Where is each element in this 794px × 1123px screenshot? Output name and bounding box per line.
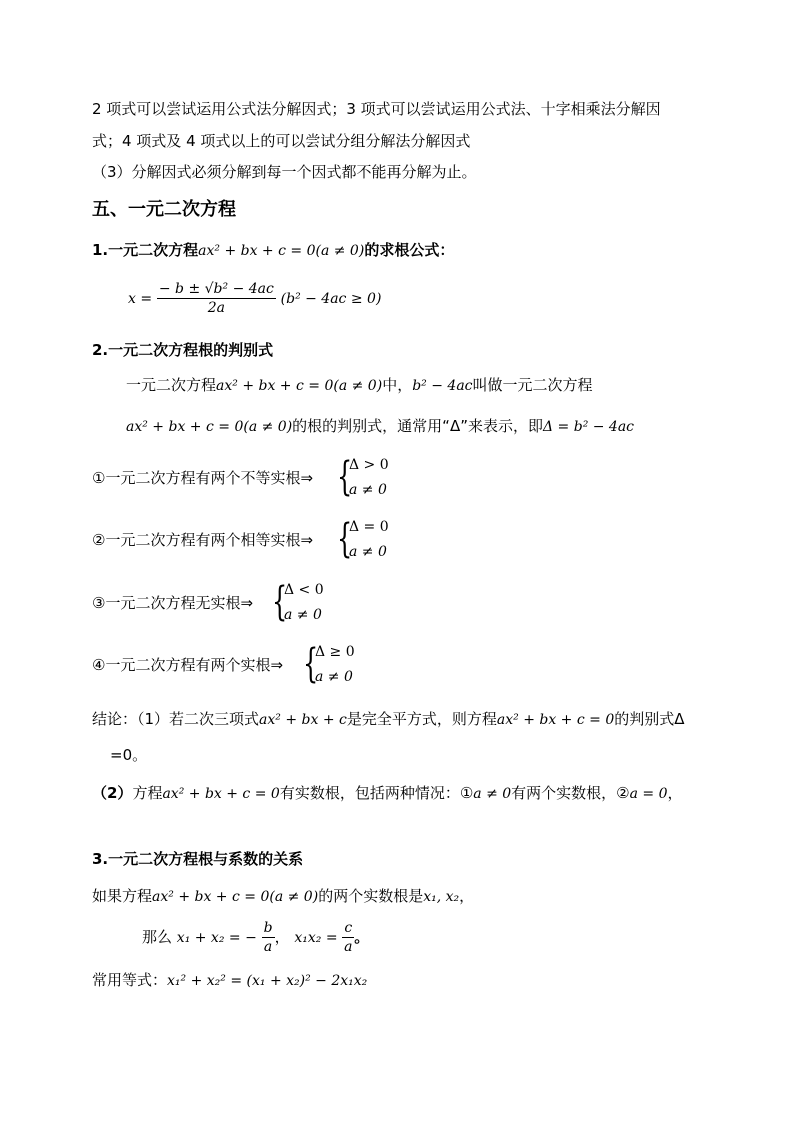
s2-para-1: 一元二次方程ax² + bx + c = 0(a ≠ 0)中，b² − 4ac叫做一元二次方程: [126, 376, 593, 394]
case-3-brace: {: [272, 579, 288, 625]
quadratic-formula: x = $\frac{\text{− b ± √b² − 4ac}}{2a}$ (b² − 4ac ≥ 0): [128, 281, 382, 316]
s3-para-3: 常用等式：x₁² + x₂² = (x₁ + x₂)² − 2x₁x₂: [92, 971, 368, 989]
case-1-cond-1: Δ > 0: [349, 457, 389, 473]
case-1-brace: {: [337, 454, 353, 500]
conclusion-1-cont: =0。: [110, 746, 148, 764]
vieta-formulas: 那么 x₁ + x₂ = − $\frac{b}{a}$ ， x₁x₂ = $\frac{c}{a}$ 。: [142, 920, 370, 955]
s2-para-2: ax² + bx + c = 0(a ≠ 0)的根的判别式，通常用“Δ”来表示，即Δ = b² − 4ac: [126, 417, 635, 435]
s2-title: 2.一元二次方程根的判别式: [92, 341, 274, 359]
conclusion-2: （2）方程ax² + bx + c = 0有实数根，包括两种情况：①a ≠ 0有两个实数根，②a = 0，: [92, 784, 683, 802]
case-2-cond-1: Δ = 0: [349, 519, 389, 535]
case-4-brace: {: [303, 641, 319, 687]
s3-para-1: 如果方程ax² + bx + c = 0(a ≠ 0)的两个实数根是x₁, x₂，: [92, 887, 475, 905]
case-3-cond-2: a ≠ 0: [284, 607, 322, 623]
case-4-cond-2: a ≠ 0: [315, 669, 353, 685]
intro-line-3: （3）分解因式必须分解到每一个因式都不能再分解为止。: [92, 163, 477, 181]
case-3-cond-1: Δ < 0: [284, 582, 324, 598]
intro-line-2: 式；4 项式及 4 项式以上的可以尝试分组分解法分解因式: [92, 132, 471, 150]
s3-title: 3.一元二次方程根与系数的关系: [92, 850, 304, 868]
section-title: 五、一元二次方程: [92, 199, 236, 220]
intro-line-1: 2 项式可以尝试运用公式法分解因式；3 项式可以尝试运用公式法、十字相乘法分解因: [92, 100, 661, 118]
s1-title: 1.一元二次方程ax² + bx + c = 0(a ≠ 0)的求根公式：: [92, 241, 455, 259]
case-2-label: ②一元二次方程有两个相等实根⇒: [92, 531, 314, 549]
case-1-label: ①一元二次方程有两个不等实根⇒: [92, 469, 314, 487]
case-4-cond-1: Δ ≥ 0: [315, 644, 355, 660]
case-1-cond-2: a ≠ 0: [349, 482, 387, 498]
conclusion-1: 结论：（1）若二次三项式ax² + bx + c是完全平方式，则方程ax² + bx + c = 0的判别式Δ: [92, 710, 685, 728]
case-2-brace: {: [337, 516, 353, 562]
case-3-label: ③一元二次方程无实根⇒: [92, 594, 254, 612]
case-2-cond-2: a ≠ 0: [349, 544, 387, 560]
case-4-label: ④一元二次方程有两个实根⇒: [92, 656, 284, 674]
